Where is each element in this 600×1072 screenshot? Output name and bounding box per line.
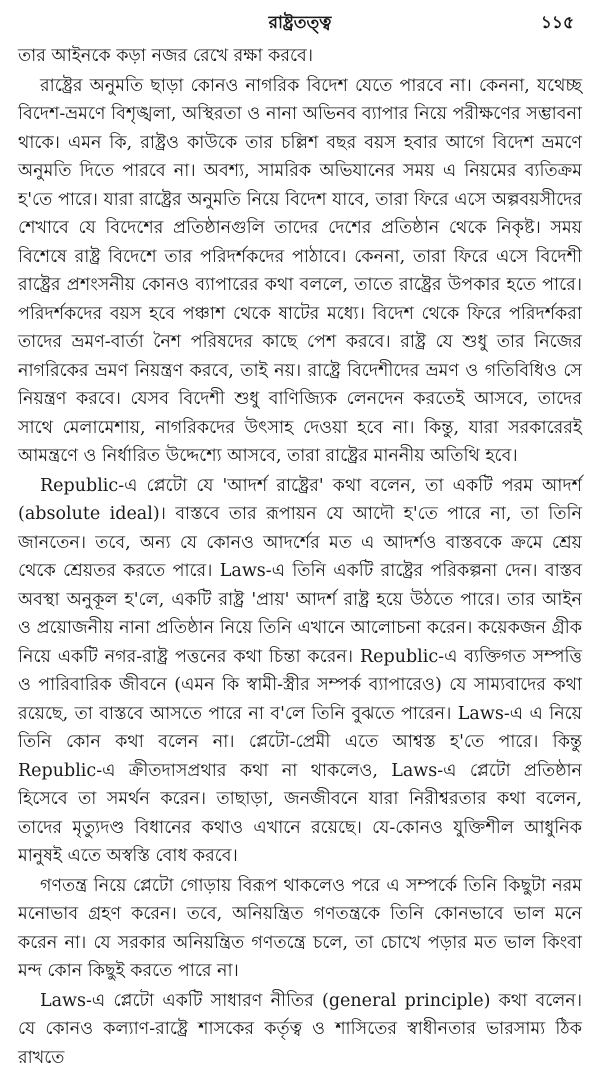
running-header: [18, 6, 582, 42]
paragraph-democracy: গণতন্ত্র নিয়ে প্লেটো গোড়ায় বিরূপ থাকলেও পরে এ সম্পর্কে তিনি কিছুটা নরম মনোভাব গ্রহণ করেন। তবে, অনিয়ন্ত্রিত গণতন্ত্রকে তিনি কোনভাবে ভাল মনে করেন না। যে সরকার অনিয়ন্ত্রিত গণতন্ত্রে চলে, তা চোখে পড়ার মত ভাল কিংবা মন্দ কোন কিছুই করতে পারে না।: [18, 872, 582, 986]
running-title: রাষ্ট্রতত্ত্ব: [18, 10, 582, 38]
paragraph-ideal-state: Republic-এ প্লেটো যে 'আদর্শ রাষ্ট্রের' কথা বলেন, তা একটি পরম আদর্শ (absolute ideal)। বাস্তবে তার রূপায়ন যে আদৌ হ'তে পারে না, তা তিনি জানতেন। তবে, অন্য যে কোনও আদর্শের মত এ আদর্শও বাস্তবকে ক্রমে শ্রেয় থেকে শ্রেয়তর করতে পারে। Laws-এ তিনি একটি রাষ্ট্রের পরিকল্পনা দেন। বাস্তব অবস্থা অনুকূল হ'লে, একটি রাষ্ট্র 'প্রায়' আদর্শ রাষ্ট্র হয়ে উঠতে পারে। তার আইন ও প্রয়োজনীয় নানা প্রতিষ্ঠান নিয়ে তিনি এখানে আলোচনা করেন। কয়েকজন গ্রীক নিয়ে একটি নগর-রাষ্ট্র পত্তনের কথা চিন্তা করেন। Republic-এ ব্যক্তিগত সম্পত্তি ও পারিবারিক জীবনে (এমন কি স্বামী-স্ত্রীর সম্পর্ক ব্যাপারেও) যে সাম্যবাদের কথা রয়েছে, তা বাস্তবে আসতে পারে না ব'লে তিনি বুঝতে পারেন। Laws-এ এ নিয়ে তিনি কোন কথা বলেন না। প্লেটো-প্রেমী এতে আশ্বস্ত হ'তে পারে। কিন্তু Republic-এ ক্রীতদাসপ্রথার কথা না থাকলেও, Laws-এ প্লেটো প্রতিষ্ঠান হিসেবে তা সমর্থন করেন। তাছাড়া, জনজীবনে যারা নিরীশ্বরতার কথা বলেন, তাদের মৃত্যুদণ্ড বিধানের কথাও এখানে রয়েছে। যে-কোনও যুক্তিশীল আধুনিক মানুষই এতে অস্বস্তি বোধ করবে।: [18, 472, 582, 871]
page-body: [18, 42, 582, 1072]
paragraph-general-principle: Laws-এ প্লেটো একটি সাধারণ নীতির (general principle) কথা বলেন। যে কোনও কল্যাণ-রাষ্ট্রে শাসকের কর্তৃত্ব ও শাসিতের স্বাধীনতার ভারসাম্য ঠিক রাখতে: [18, 987, 582, 1072]
paragraph-continuation: তার আইনকে কড়া নজর রেখে রক্ষা করবে।: [18, 42, 582, 71]
paragraph-foreign-travel: রাষ্ট্রের অনুমতি ছাড়া কোনও নাগরিক বিদেশ যেতে পারবে না। কেননা, যথেচ্ছ বিদেশ-ভ্রমণে বিশৃঙ্খলা, অস্থিরতা ও নানা অভিনব ব্যাপার নিয়ে পরীক্ষণের সম্ভাবনা থাকে। এমন কি, রাষ্ট্রও কাউকে তার চল্লিশ বছর বয়স হবার আগে বিদেশ ভ্রমণে অনুমতি দিতে পারবে না। অবশ্য, সামরিক অভিযানের সময় এ নিয়মের ব্যতিক্রম হ'তে পারে। যারা রাষ্ট্রের অনুমতি নিয়ে বিদেশ যাবে, তারা ফিরে এসে অল্পবয়সীদের শেখাবে যে বিদেশের প্রতিষ্ঠানগুলি তাদের দেশের প্রতিষ্ঠান থেকে নিকৃষ্ট। সময় বিশেষে রাষ্ট্র বিদেশে তার পরিদর্শকদের পাঠাবে। কেননা, তারা ফিরে এসে বিদেশী রাষ্ট্রের প্রশংসনীয় কোনও ব্যাপারের কথা বললে, তাতে রাষ্ট্রের উপকার হতে পারে। পরিদর্শকদের বয়স হবে পঞ্চাশ থেকে ষাটের মধ্যে। বিদেশ থেকে ফিরে পরিদর্শকরা তাদের ভ্রমণ-বার্তা নৈশ পরিষদের কাছে পেশ করবে। রাষ্ট্র যে শুধু তার নিজের নাগরিকের ভ্রমণ নিয়ন্ত্রণ করবে, তাই নয়। রাষ্ট্রে বিদেশীদের ভ্রমণ ও গতিবিধিও সে নিয়ন্ত্রণ করবে। যেসব বিদেশী শুধু বাণিজ্যিক লেনদেন করতেই আসবে, তাদের সাথে মেলামেশায়, নাগরিকদের উৎসাহ দেওয়া হবে না। কিন্তু, যারা সরকারেরই আমন্ত্রণে ও নির্ধারিত উদ্দেশ্যে আসবে, তারা রাষ্ট্রের মাননীয় অতিথি হবে।: [18, 72, 582, 471]
page-number: ১১৫: [541, 10, 574, 38]
